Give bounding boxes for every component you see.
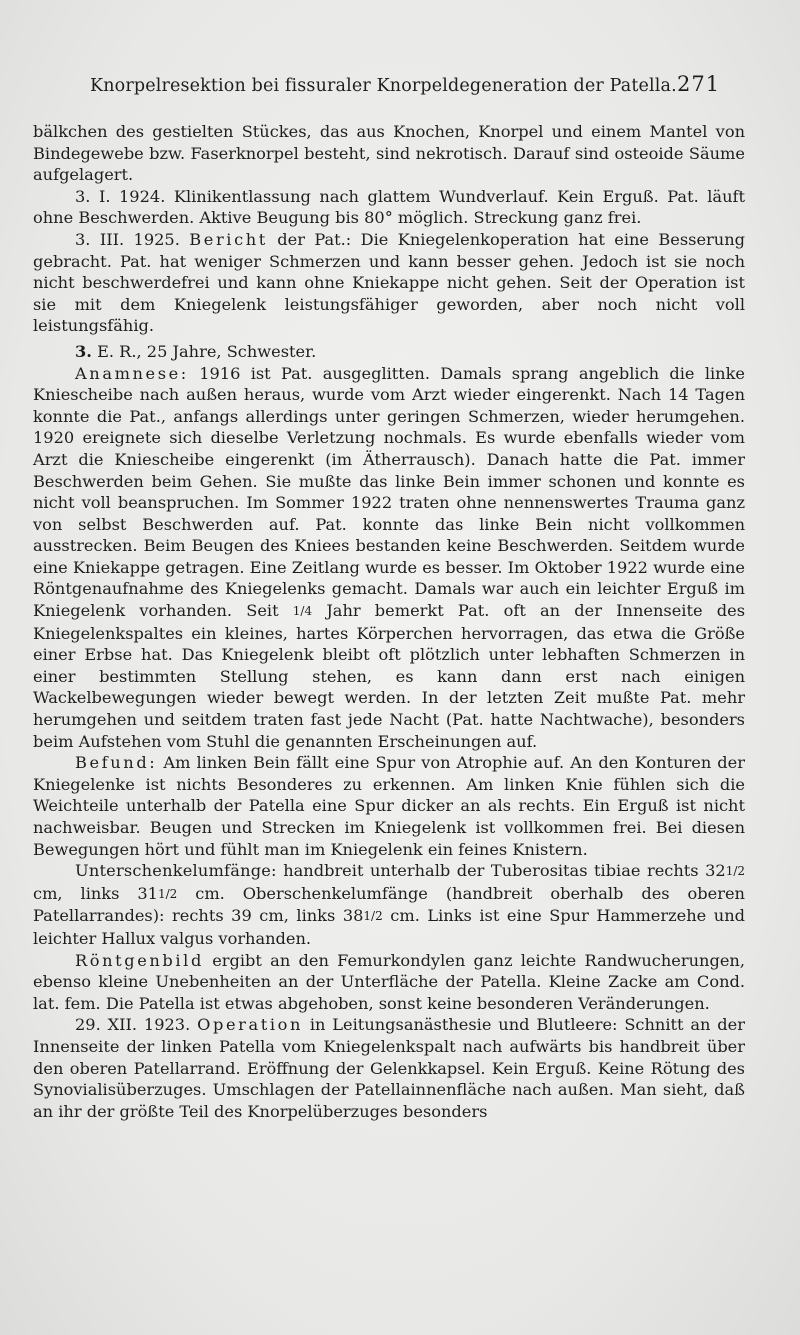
case3-number: 3. <box>75 341 92 361</box>
case3-befund <box>33 752 745 860</box>
umfang-fraction-3: 1/2 <box>363 909 383 924</box>
umfang-fraction-1: 1/2 <box>725 864 745 879</box>
umfang-text-b: cm, links 31 <box>33 883 158 903</box>
umfang-text-c: cm. Oberschenkelumfänge (handbreit oberhalb des oberen Patellarrandes): rechts 39 cm, links 38 <box>33 883 745 926</box>
operation-text: in Leitungsanästhesie und Blutleere: Schnitt an der Innenseite der linken Patella vom Kniegelenkspalt nach aufwärts bis handbreit über den oberen Patellarrand. Eröffnung der Gelenkkapsel. Kein Erguß. Keine Rötung des Synovialisüberzuges. Umschlagen der Patellainnenfläche nach außen. Man sieht, daß an ihr der größte Teil des Knorpelüberzuges besonders <box>33 1015 745 1121</box>
umfang-text-d: cm. Links ist eine Spur Hammerzehe und leichter Hallux valgus vorhanden. <box>33 906 745 948</box>
page-number: 271 <box>677 72 721 96</box>
operation-date: 29. XII. 1923. <box>75 1015 191 1035</box>
running-title: Knorpelresektion bei fissuraler Knorpeldegeneration der Patella. <box>90 76 677 96</box>
anamnese-label: Anamnese: <box>75 363 189 383</box>
report-label: Bericht <box>189 229 268 249</box>
case3-operation <box>33 1014 745 1122</box>
umfang-fraction-2: 1/2 <box>157 886 178 901</box>
befund-text: Am linken Bein fällt eine Spur von Atrophie auf. An den Konturen der Kniegelenke ist nichts Besonderes zu erkennen. Am linken Knie fühlen sich die Weichteile unterhalb der Patella eine Spur dicker an als rechts. Ein Erguß ist nicht nachweisbar. Beugen und Strecken im Kniegelenk ist vollkommen frei. Bei diesen Bewegungen hört und fühlt man im Kniegelenk ein feines Knistern. <box>33 753 745 859</box>
case2-paragraph-report <box>33 229 745 337</box>
running-header <box>90 72 730 96</box>
case3-heading <box>33 341 745 363</box>
roentgen-text: ergibt an den Femurkondylen ganz leichte Randwucherungen, ebenso kleine Unebenheiten an der Unterfläche der Patella. Kleine Zacke am Cond. lat. fem. Die Patella ist etwas abgehoben, sonst keine besonderen Veränderungen. <box>33 950 745 1013</box>
case3-roentgen <box>33 950 745 1015</box>
case3-umfaenge <box>33 860 745 949</box>
report-label-rest: der Pat.: <box>277 229 352 249</box>
umfang-text-a: handbreit unterhalb der Tuberositas tibiae rechts 32 <box>283 861 726 881</box>
report-date: 3. III. 1925. <box>75 229 180 249</box>
case2-paragraph-discharge: 3. I. 1924. Klinikentlassung nach glattem Wundverlauf. Kein Erguß. Pat. läuft ohne Beschwerden. Aktive Beugung bis 80° möglich. Streckung ganz frei. <box>33 186 745 228</box>
anamnese-fraction: 1/4 <box>292 604 313 619</box>
anamnese-text-1: 1916 ist Pat. ausgeglitten. Damals sprang angeblich die linke Kniescheibe nach außen heraus, wurde vom Arzt wieder eingerenkt. Nach 14 Tagen konnte die Pat., anfangs allerdings unter geringen Schmerzen, wieder herumgehen. 1920 ereignete sich dieselbe Verletzung nochmals. Es wurde ebenfalls wieder vom Arzt die Kniescheibe eingerenkt (im Ätherrausch). Danach hatte die Pat. immer Beschwerden beim Gehen. Sie mußte das linke Bein immer schonen und konnte es nicht voll beanspruchen. Im Sommer 1922 traten ohne nennenswertes Trauma ganz von selbst Beschwerden auf. Pat. konnte das linke Bein nicht vollkommen ausstrecken. Beim Beugen des Kniees bestanden keine Beschwerden. Seitdem wurde eine Kniekappe getragen. Eine Zeitlang wurde es besser. Im Oktober 1922 wurde eine Röntgenaufnahme des Kniegelenks gemacht. Damals war auch ein leichter Erguß im Kniegelenk vorhanden. Seit <box>33 363 745 621</box>
case3-patient: E. R., 25 Jahre, Schwester. <box>97 341 317 361</box>
operation-label: Operation <box>197 1015 303 1035</box>
anamnese-text-2: Jahr bemerkt Pat. oft an der Innenseite des Kniegelenkspaltes ein kleines, hartes Körperchen hervorragen, das etwa die Größe einer Erbse hat. Das Kniegelenk bleibt oft plötzlich unter lebhaften Schmerzen in einer bestimmten Stellung stehen, es kann dann erst nach einigen Wackelbewegungen wieder bewegt werden. In der letzten Zeit mußte Pat. mehr herumgehen und seitdem traten fast jede Nacht (Pat. hatte Nachtwache), besonders beim Aufstehen vom Stuhl die genannten Erscheinungen auf. <box>33 601 745 751</box>
case3-anamnese <box>33 363 745 753</box>
report-text: Die Kniegelenkoperation hat eine Besserung gebracht. Pat. hat weniger Schmerzen und kann besser gehen. Jedoch ist sie noch nicht beschwerdefrei und kann ohne Kniekappe nicht gehen. Seit der Operation ist sie mit dem Kniegelenk leistungsfähiger geworden, aber noch nicht voll leistungsfähig. <box>33 229 746 336</box>
roentgen-label: Röntgenbild <box>75 950 204 970</box>
befund-label: Befund: <box>75 753 158 773</box>
case2-paragraph-histology: bälkchen des gestielten Stückes, das aus Knochen, Knorpel und einem Mantel von Bindegewebe bzw. Faserknorpel besteht, sind nekrotisch. Darauf sind osteoide Säume aufgelagert. <box>33 122 745 185</box>
umfang-label: Unterschenkelumfänge: <box>75 861 277 881</box>
main-text <box>33 121 745 1122</box>
